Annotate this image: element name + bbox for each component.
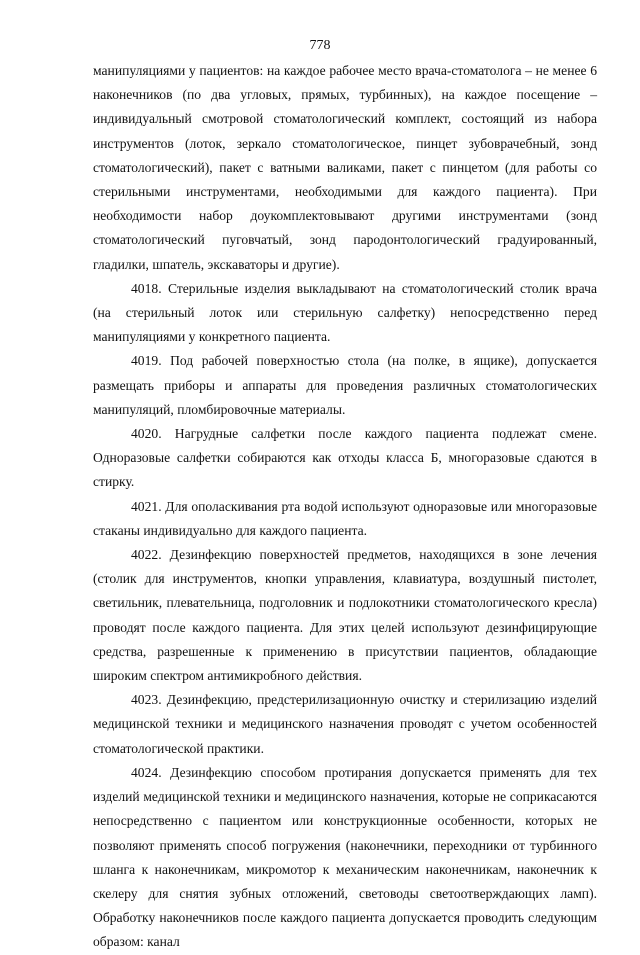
paragraph-4020: 4020. Нагрудные салфетки после каждого пациента подлежат смене. Одноразовые салфетки собираются как отходы класса Б, многоразовые сдаются в стирку. xyxy=(93,426,597,490)
paragraph-4023: 4023. Дезинфекцию, предстерилизационную очистку и стерилизацию изделий медицинской техники и медицинского назначения проводят с учетом особенностей стоматологической практики. xyxy=(93,692,597,756)
paragraph-4021: 4021. Для ополаскивания рта водой используют одноразовые или многоразовые стаканы индивидуально для каждого пациента. xyxy=(93,498,597,538)
paragraph-4019: 4019. Под рабочей поверхностью стола (на полке, в ящике), допускается размещать приборы и аппараты для проведения различных стоматологических манипуляций, пломбировочные материалы. xyxy=(93,353,597,417)
page-number: 778 xyxy=(309,38,331,53)
paragraph-4018: 4018. Стерильные изделия выкладывают на стоматологический столик врача (на стерильный лоток или стерильную салфетку) непосредственно перед манипуляциями у конкретного пациента. xyxy=(93,280,597,345)
paragraph-4022: 4022. Дезинфекцию поверхностей предметов, находящихся в зоне лечения (столик для инструментов, кнопки управления, клавиатура, воздушный пистолет, светильник, плевательница, подголовник и подлокотники стоматологического кресла) проводят после каждого пациента. Для этих целей используют дезинфицирующие средства, разрешенные к применению в присутствии пациентов, обладающие широким спектром антимикробного действия. xyxy=(93,547,597,684)
paragraph-4024: 4024. Дезинфекцию способом протирания допускается применять для тех изделий медицинской техники и медицинского назначения, которые не соприкасаются непосредственно с пациентом или конструкционные особенности, которых не позволяют применять способ погружения (наконечники, переходники от турбинного шланга к наконечникам, микромотор к механическим наконечникам, наконечник к скелеру для снятия зубных отложений, световоды светоотверждающих ламп). Обработку наконечников после каждого пациента допускается проводить следующим образом: канал xyxy=(93,764,597,950)
document-body xyxy=(93,59,597,955)
paragraph-continuation: манипуляциями у пациентов: на каждое рабочее место врача-стоматолога – не менее 6 наконечников (по два угловых, прямых, турбинных), на каждое посещение – индивидуальный смотровой стоматологический комплект, состоящий из набора инструментов (лоток, зеркало стоматологическое, пинцет зубоврачебный, зонд стоматологический), пакет с ватными валиками, пакет с пинцетом (для работы со стерильными инструментами, необходимыми для каждого пациента). При необходимости набор доукомплектовывают другими инструментами (зонд стоматологический пуговчатый, зонд пародонтологический градуированный, гладилки, шпатель, экскаваторы и другие). xyxy=(93,63,597,272)
